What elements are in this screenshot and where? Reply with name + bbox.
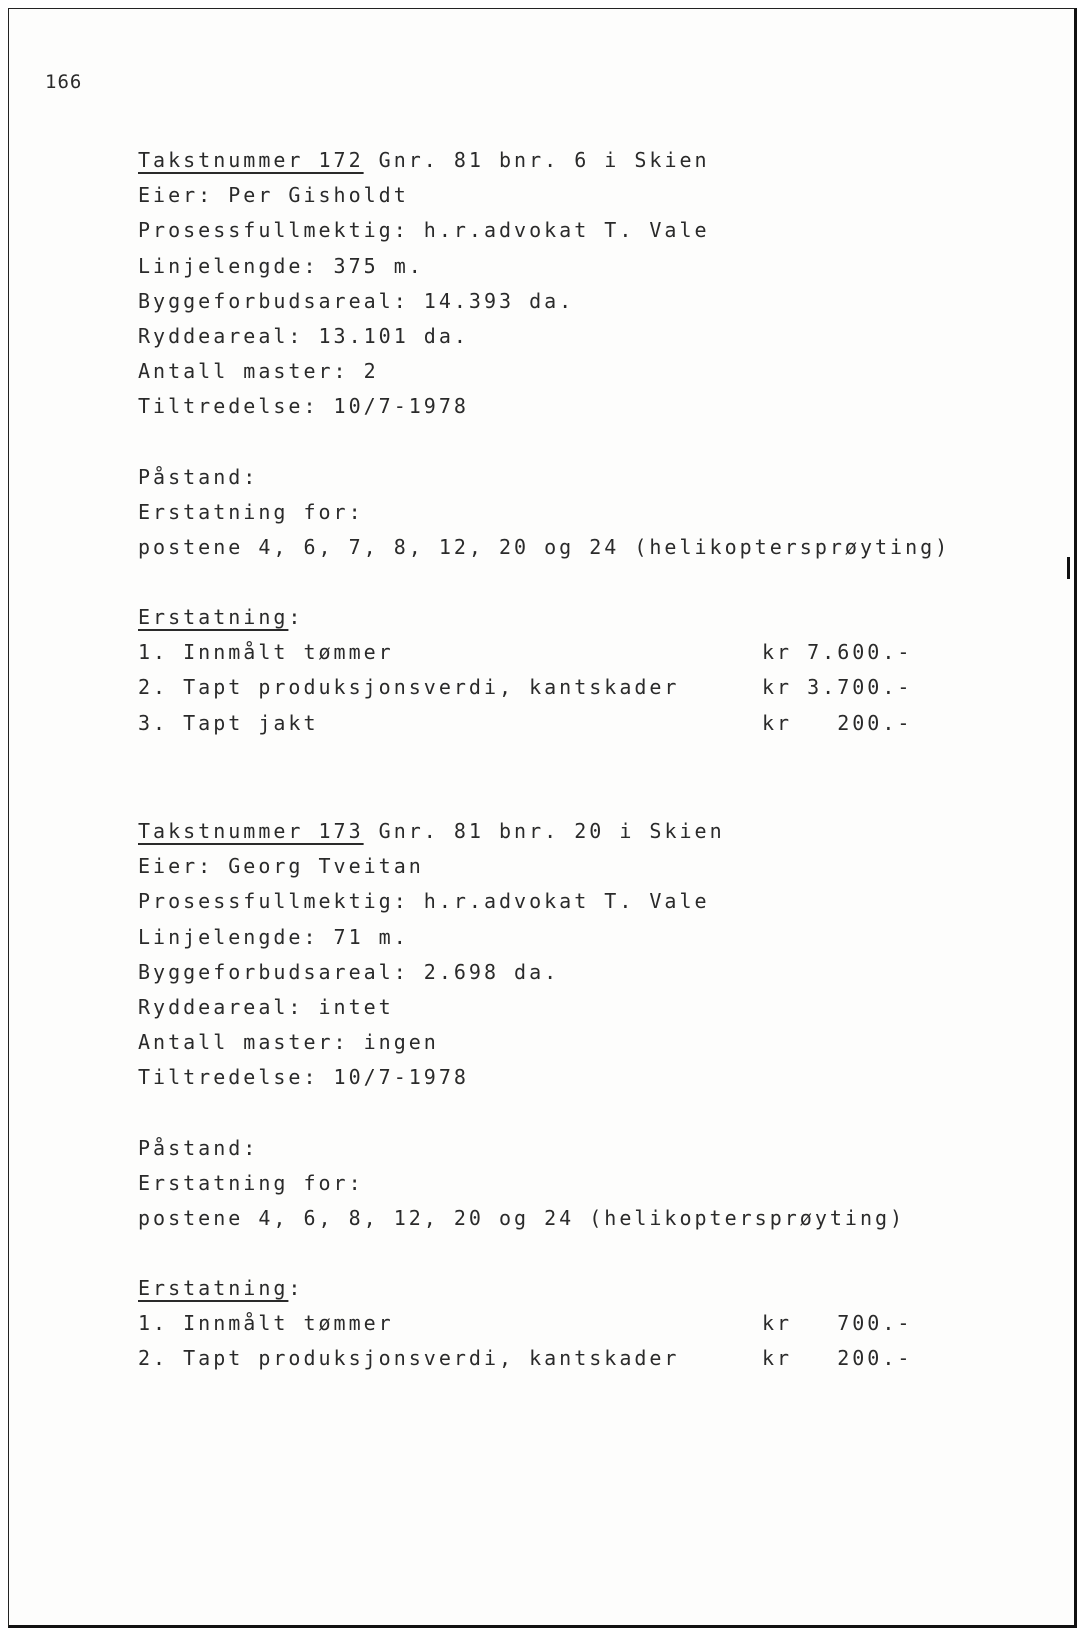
claim-heading: Påstand: <box>138 464 259 489</box>
claim-subheading: Erstatning for: <box>138 1170 364 1195</box>
entry-title: Takstnummer 173 <box>138 819 364 843</box>
building-ban-area-field: Byggeforbudsareal: 2.698 da. <box>138 959 560 984</box>
masts-count-field: Antall master: ingen <box>138 1030 439 1055</box>
masts-count-field: Antall master: 2 <box>138 359 379 384</box>
item-label: 3. Tapt jakt <box>138 710 319 735</box>
document-page <box>8 8 1077 1628</box>
takeover-date-field: Tiltredelse: 10/7-1978 <box>138 1065 469 1090</box>
page-number: 166 <box>45 71 83 93</box>
entry-title: Takstnummer 172 <box>138 148 364 172</box>
claim-text: postene 4, 6, 7, 8, 12, 20 og 24 (helikoptersprøyting) <box>138 534 951 559</box>
takeover-date-field: Tiltredelse: 10/7-1978 <box>138 394 469 419</box>
compensation-item <box>138 706 913 741</box>
claim-heading: Påstand: <box>138 1135 259 1160</box>
entry-location: Gnr. 81 bnr. 6 i Skien <box>363 148 710 172</box>
entry-header <box>138 814 908 849</box>
item-amount: kr 7.600.- <box>762 640 913 665</box>
item-amount: kr 200.- <box>762 710 913 735</box>
takst-entry-172 <box>138 143 950 741</box>
claim-subheading: Erstatning for: <box>138 499 364 524</box>
owner-field: Eier: Per Gisholdt <box>138 183 409 208</box>
entry-header <box>138 143 950 178</box>
owner-field: Eier: Georg Tveitan <box>138 854 424 879</box>
item-label: 1. Innmålt tømmer <box>138 640 394 665</box>
entry-location: Gnr. 81 bnr. 20 i Skien <box>363 819 725 843</box>
compensation-heading: Erstatning: <box>138 1276 304 1301</box>
compensation-item <box>138 1306 913 1341</box>
item-amount: kr 3.700.- <box>762 675 913 700</box>
item-amount: kr 200.- <box>762 1346 913 1371</box>
clearing-area-field: Ryddeareal: intet <box>138 994 394 1019</box>
takst-entry-173 <box>138 814 913 1377</box>
item-amount: kr 700.- <box>762 1311 913 1336</box>
attorney-field: Prosessfullmektig: h.r.advokat T. Vale <box>138 889 710 914</box>
building-ban-area-field: Byggeforbudsareal: 14.393 da. <box>138 288 575 313</box>
compensation-heading: Erstatning: <box>138 605 304 630</box>
item-label: 1. Innmålt tømmer <box>138 1311 394 1336</box>
claim-text: postene 4, 6, 8, 12, 20 og 24 (helikoptersprøyting) <box>138 1205 906 1230</box>
scan-edge-mark <box>1067 557 1070 579</box>
clearing-area-field: Ryddeareal: 13.101 da. <box>138 323 469 348</box>
line-length-field: Linjelengde: 375 m. <box>138 253 424 278</box>
item-label: 2. Tapt produksjonsverdi, kantskader <box>138 675 680 700</box>
compensation-item <box>138 670 913 705</box>
item-label: 2. Tapt produksjonsverdi, kantskader <box>138 1346 680 1371</box>
compensation-item <box>138 635 913 670</box>
attorney-field: Prosessfullmektig: h.r.advokat T. Vale <box>138 218 710 243</box>
line-length-field: Linjelengde: 71 m. <box>138 924 409 949</box>
compensation-item <box>138 1341 913 1376</box>
